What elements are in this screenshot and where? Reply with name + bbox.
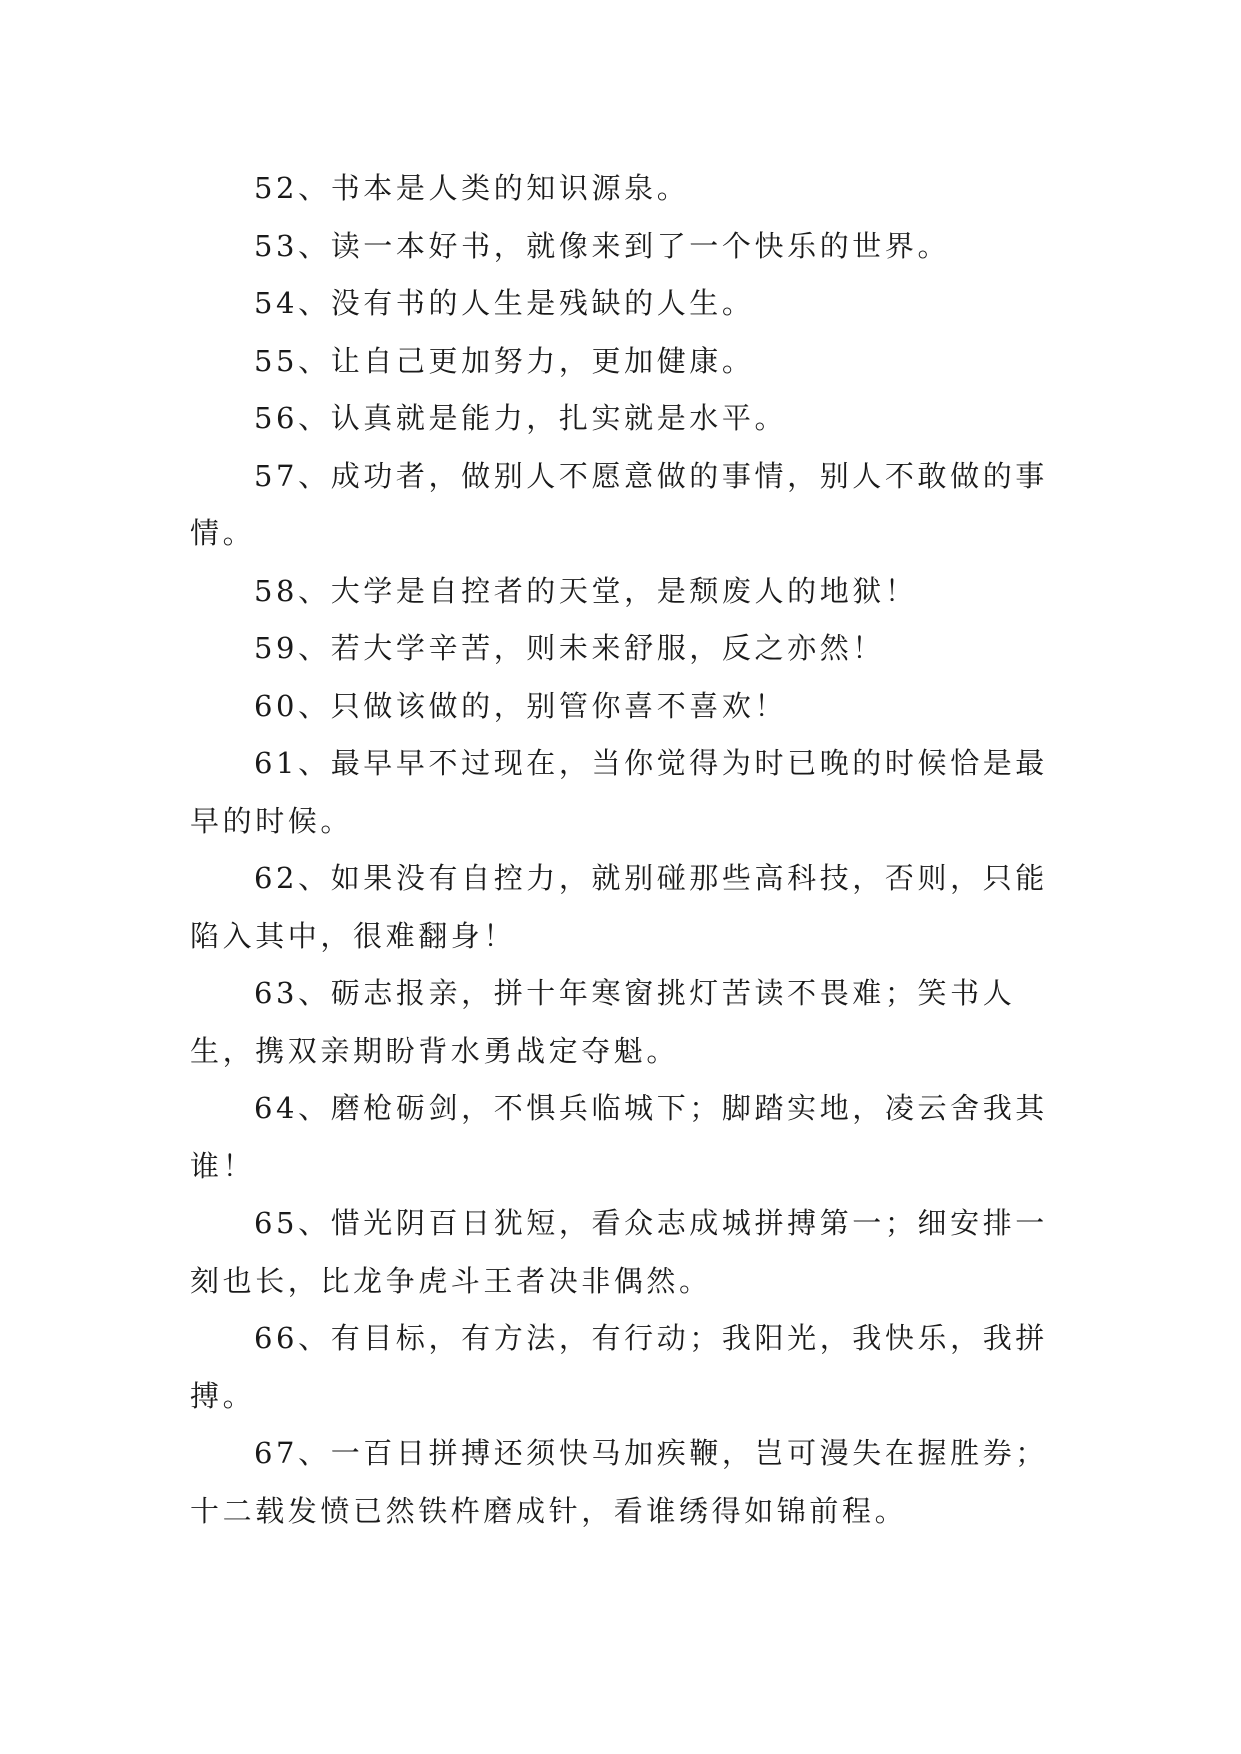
paragraph-53: 53、读一本好书，就像来到了一个快乐的世界。 bbox=[254, 228, 951, 263]
paragraph-65: 65、惜光阴百日犹短，看众志成城拼搏第一；细安排一刻也长，比龙争虎斗王者决非偶然。 bbox=[190, 1206, 1048, 1298]
paragraph-60: 60、只做该做的，别管你喜不喜欢！ bbox=[254, 688, 788, 723]
paragraph-61: 61、最早早不过现在，当你觉得为时已晚的时候恰是最早的时候。 bbox=[190, 746, 1048, 838]
document-body bbox=[190, 160, 1060, 1540]
paragraph-57: 57、成功者，做别人不愿意做的事情，别人不敢做的事情。 bbox=[190, 458, 1048, 550]
paragraph-67: 67、一百日拼搏还须快马加疾鞭，岂可漫失在握胜券；十二载发愤已然铁杵磨成针，看谁绣得如锦前程。 bbox=[190, 1436, 1048, 1528]
paragraph-62: 62、如果没有自控力，就别碰那些高科技，否则，只能陷入其中，很难翻身！ bbox=[190, 861, 1048, 953]
paragraph-54: 54、没有书的人生是残缺的人生。 bbox=[254, 286, 755, 320]
paragraph-64: 64、磨枪砺剑，不惧兵临城下；脚踏实地，凌云舍我其谁！ bbox=[190, 1091, 1048, 1183]
paragraph-66: 66、有目标，有方法，有行动；我阳光，我快乐，我拼搏。 bbox=[190, 1321, 1048, 1413]
paragraph-55: 55、让自己更加努力，更加健康。 bbox=[254, 343, 755, 378]
paragraph-63: 63、砺志报亲，拼十年寒窗挑灯苦读不畏难；笑书人生，携双亲期盼背水勇战定夺魁。 bbox=[190, 976, 1016, 1068]
paragraph-58: 58、大学是自控者的天堂，是颓废人的地狱！ bbox=[254, 573, 918, 608]
paragraph-52: 52、书本是人类的知识源泉。 bbox=[254, 171, 690, 205]
paragraph-59: 59、若大学辛苦，则未来舒服，反之亦然！ bbox=[254, 631, 885, 665]
paragraph-56: 56、认真就是能力，扎实就是水平。 bbox=[254, 401, 788, 435]
